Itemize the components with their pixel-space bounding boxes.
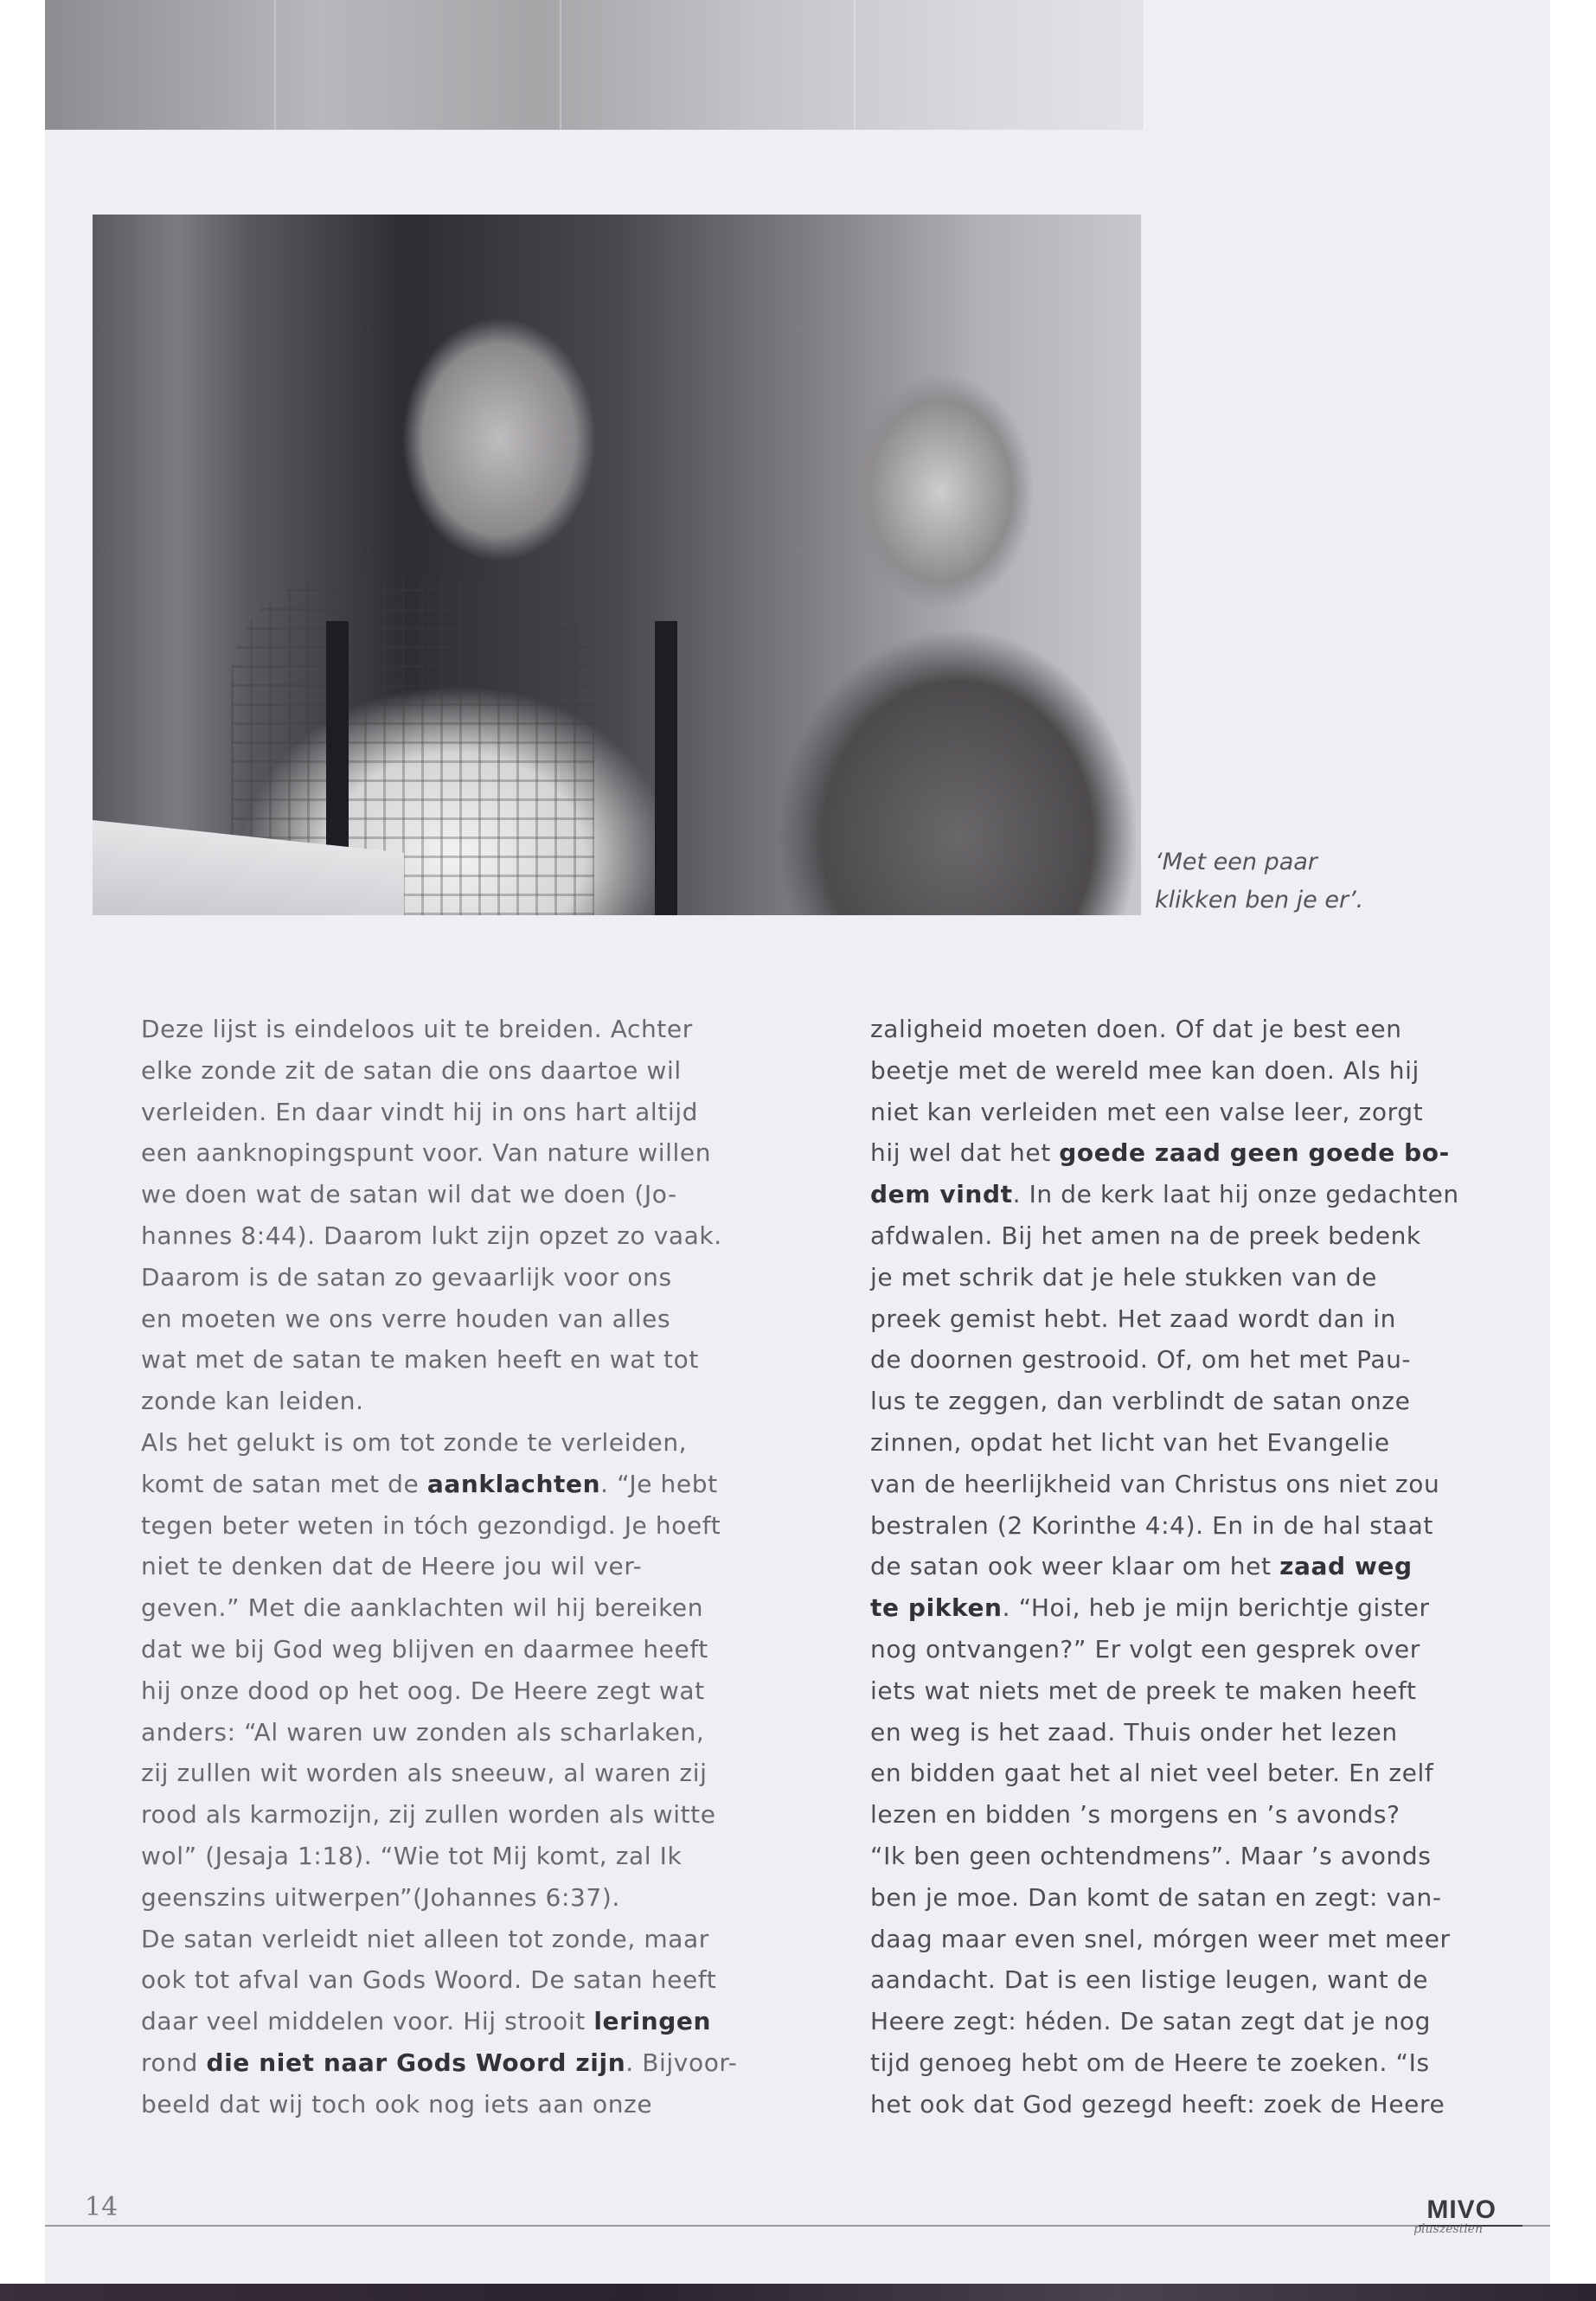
text-run: niet kan verleiden met een valse leer, zorgt	[870, 1097, 1424, 1126]
text-run: en weg is het zaad. Thuis onder het lezen	[870, 1717, 1398, 1747]
text-line	[141, 2042, 816, 2084]
emphasis-text: dem vindt	[870, 1180, 1013, 1209]
text-line	[870, 1257, 1554, 1298]
text-run: en moeten we ons verre houden van alles	[141, 1304, 671, 1333]
text-line	[870, 1422, 1554, 1464]
text-run: . In de kerk laat hij onze gedachten	[1012, 1180, 1459, 1209]
text-run: dat we bij God weg blijven en daarmee heeft	[141, 1634, 708, 1663]
article-column-right	[870, 1009, 1554, 2125]
text-run: Daarom is de satan zo gevaarlijk voor ons	[141, 1262, 672, 1292]
emphasis-text: te pikken	[870, 1593, 1003, 1623]
text-line	[141, 2084, 816, 2125]
text-line	[141, 1670, 816, 1712]
text-line	[870, 1381, 1554, 1422]
emphasis-text: die niet naar Gods Woord zijn	[206, 2048, 626, 2077]
text-line	[870, 1712, 1554, 1753]
text-run: ook tot afval van Gods Woord. De satan heeft	[141, 1965, 717, 1995]
text-line	[870, 1919, 1554, 1960]
text-line	[870, 1009, 1554, 1050]
text-line	[141, 1794, 816, 1836]
text-run: je met schrik dat je hele stukken van de	[870, 1262, 1378, 1292]
text-line	[870, 1959, 1554, 2001]
mivo-logo	[1349, 2195, 1522, 2239]
text-run: zinnen, opdat het licht van het Evangelie	[870, 1427, 1390, 1457]
text-line	[141, 1836, 816, 1877]
text-run: verleiden. En daar vindt hij in ons hart altijd	[141, 1097, 698, 1126]
text-run: elke zonde zit de satan die ons daartoe wil	[141, 1055, 682, 1085]
text-run: beeld dat wij toch ook nog iets aan onze	[141, 2089, 653, 2118]
text-run: Als het gelukt is om tot zonde te verleiden,	[141, 1427, 688, 1457]
text-line	[141, 1092, 816, 1133]
text-line	[141, 1546, 816, 1587]
text-line	[141, 1877, 816, 1919]
emphasis-text: leringen	[593, 2007, 712, 2036]
text-line	[141, 2001, 816, 2042]
header-face-photo	[274, 0, 561, 130]
header-face-photo	[854, 0, 1145, 130]
text-run: preek gemist hebt. Het zaad wordt dan in	[870, 1304, 1396, 1333]
text-line	[141, 1174, 816, 1215]
text-run: van de heerlijkheid van Christus ons niet zou	[870, 1469, 1440, 1498]
text-run: beetje met de wereld mee kan doen. Als hij	[870, 1055, 1420, 1085]
text-line	[870, 1794, 1554, 1836]
header-face-photo	[45, 0, 276, 130]
text-line	[870, 1670, 1554, 1712]
magazine-page	[45, 0, 1550, 2301]
text-line	[141, 1587, 816, 1629]
text-run: zonde kan leiden.	[141, 1387, 364, 1416]
text-run: daar veel middelen voor. Hij strooit	[141, 2007, 594, 2036]
emphasis-text: aanklachten	[426, 1469, 601, 1498]
text-run: tijd genoeg hebt om de Heere te zoeken. “Is	[870, 2048, 1430, 2077]
caption-line: ‘Met een paar	[1155, 849, 1317, 875]
caption-line: klikken ben je er’.	[1155, 887, 1364, 913]
emphasis-text: goede zaad geen goede bo-	[1059, 1138, 1450, 1168]
text-run: de doornen gestrooid. Of, om het met Pau-	[870, 1345, 1412, 1375]
text-run: ben je moe. Dan komt de satan en zegt: van-	[870, 1882, 1442, 1912]
text-line	[141, 1215, 816, 1257]
text-run: bestralen (2 Korinthe 4:4). En in de hal staat	[870, 1510, 1434, 1540]
header-photo-strip	[45, 0, 1144, 130]
text-run: hij wel dat het	[870, 1138, 1060, 1168]
main-photo	[93, 215, 1141, 915]
text-line	[870, 1339, 1554, 1381]
text-run: wol” (Jesaja 1:18). “Wie tot Mij komt, zal Ik	[141, 1841, 683, 1870]
text-line	[870, 1505, 1554, 1547]
text-line	[141, 1505, 816, 1547]
text-run: aandacht. Dat is een listige leugen, want de	[870, 1965, 1429, 1995]
bottom-edge-band	[0, 2284, 1596, 2301]
text-run: niet te denken dat de Heere jou wil ver-	[141, 1552, 643, 1581]
text-run: iets wat niets met de preek te maken heeft	[870, 1676, 1417, 1705]
text-run: nog ontvangen?” Er volgt een gesprek over	[870, 1634, 1420, 1663]
text-line	[141, 1257, 816, 1298]
text-line	[141, 1422, 816, 1464]
text-run: Heere zegt: héden. De satan zegt dat je nog	[870, 2007, 1432, 2036]
text-line	[141, 1919, 816, 1960]
text-run: geven.” Met die aanklachten wil hij bereiken	[141, 1593, 704, 1623]
text-run: De satan verleidt niet alleen tot zonde, maar	[141, 1924, 709, 1953]
text-line	[870, 1836, 1554, 1877]
text-line	[141, 1464, 816, 1505]
text-run: . “Hoi, heb je mijn berichtje gister	[1002, 1593, 1430, 1623]
text-line	[870, 1877, 1554, 1919]
text-line	[870, 1629, 1554, 1670]
text-line	[870, 1215, 1554, 1257]
text-line	[141, 1753, 816, 1794]
text-run: “Ik ben geen ochtendmens”. Maar ’s avonds	[870, 1841, 1432, 1870]
text-run: hannes 8:44). Daarom lukt zijn opzet zo vaak.	[141, 1221, 722, 1250]
header-face-photo	[560, 0, 856, 130]
text-line	[141, 1050, 816, 1092]
text-run: een aanknopingspunt voor. Van nature willen	[141, 1138, 712, 1168]
photo-caption	[1155, 843, 1414, 920]
text-run: afdwalen. Bij het amen na de preek bedenk	[870, 1221, 1421, 1250]
text-line	[141, 1339, 816, 1381]
text-line	[141, 1132, 816, 1174]
text-run: lezen en bidden ’s morgens en ’s avonds?	[870, 1800, 1401, 1830]
text-line	[870, 1174, 1554, 1215]
text-run: en bidden gaat het al niet veel beter. En zelf	[870, 1759, 1434, 1788]
text-line	[870, 1546, 1554, 1587]
text-line	[870, 1298, 1554, 1340]
text-line	[141, 1629, 816, 1670]
text-run: komt de satan met de	[141, 1469, 427, 1498]
text-line	[870, 2001, 1554, 2042]
text-run: lus te zeggen, dan verblindt de satan onze	[870, 1387, 1411, 1416]
text-run: geenszins uitwerpen”(Johannes 6:37).	[141, 1882, 620, 1912]
text-line	[141, 1381, 816, 1422]
text-line	[870, 1132, 1554, 1174]
text-run: het ook dat God gezegd heeft: zoek de Heere	[870, 2089, 1445, 2118]
text-line	[141, 1959, 816, 2001]
text-line	[870, 1464, 1554, 1505]
text-run: zij zullen wit worden als sneeuw, al waren zij	[141, 1759, 708, 1788]
text-line	[870, 1587, 1554, 1629]
text-run: hij onze dood op het oog. De Heere zegt wat	[141, 1676, 705, 1705]
text-run: wat met de satan te maken heeft en wat tot	[141, 1345, 699, 1375]
text-line	[870, 1092, 1554, 1133]
text-line	[141, 1009, 816, 1050]
text-run: rood als karmozijn, zij zullen worden als witte	[141, 1800, 716, 1830]
text-run: . Bijvoor-	[625, 2048, 738, 2077]
text-run: zaligheid moeten doen. Of dat je best een	[870, 1015, 1402, 1043]
article-column-left	[141, 1009, 816, 2125]
text-run: de satan ook weer klaar om het	[870, 1552, 1280, 1581]
text-run: we doen wat de satan wil dat we doen (Jo-	[141, 1180, 677, 1209]
text-run: daag maar even snel, mórgen weer met meer	[870, 1924, 1451, 1953]
text-run: anders: “Al waren uw zonden als scharlaken,	[141, 1717, 705, 1747]
footer-divider	[45, 2225, 1550, 2227]
logo-brand: MIVO	[1426, 2195, 1497, 2224]
text-line	[141, 1712, 816, 1753]
text-line	[870, 1753, 1554, 1794]
text-line	[870, 2042, 1554, 2084]
logo-subtitle: pluszestien	[1413, 2222, 1483, 2236]
text-line	[870, 1050, 1554, 1092]
text-run: rond	[141, 2048, 207, 2077]
text-line	[141, 1298, 816, 1340]
text-run: . “Je hebt	[600, 1469, 718, 1498]
text-line	[870, 2084, 1554, 2125]
emphasis-text: zaad weg	[1279, 1552, 1413, 1581]
photo-strap-detail	[655, 621, 677, 915]
text-run: Deze lijst is eindeloos uit te breiden. Achter	[141, 1015, 693, 1043]
page-number: 14	[85, 2192, 119, 2222]
text-run: tegen beter weten in tóch gezondigd. Je hoeft	[141, 1510, 721, 1540]
